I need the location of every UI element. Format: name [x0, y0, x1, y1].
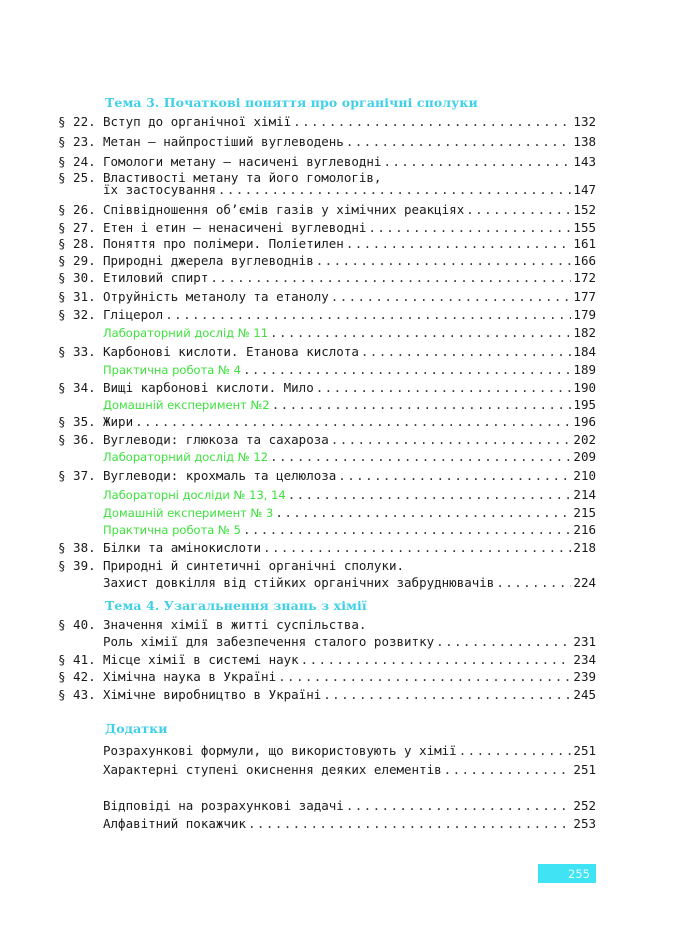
section-number: § 40. [58, 617, 96, 632]
section-number: § 36. [58, 432, 96, 447]
entry-title: Лабораторний дослід № 12 [103, 450, 269, 464]
section-number: § 24. [58, 154, 96, 169]
entry-page: 182 [573, 325, 596, 340]
toc-lab-12[interactable] [58, 447, 596, 467]
entry-title: Отруйність метанолу та етанолу [103, 289, 329, 304]
toc-lab-13-14[interactable] [58, 485, 596, 505]
toc-entry-26[interactable] [58, 200, 596, 220]
entry-page: 132 [573, 114, 596, 129]
toc-entry-22[interactable] [58, 112, 596, 132]
entry-page: 210 [573, 468, 596, 483]
entry-page: 196 [573, 414, 596, 429]
entry-page: 239 [573, 669, 596, 684]
entry-title: Білки та амінокислоти [103, 540, 262, 555]
section-number: § 37. [58, 468, 96, 483]
entry-page: 195 [573, 397, 596, 412]
entry-title: Карбонові кислоти. Етанова кислота [103, 344, 359, 359]
entry-title: Лабораторний дослід № 11 [103, 326, 269, 340]
entry-page: 214 [573, 487, 596, 502]
toc-entry-43[interactable] [58, 685, 596, 705]
entry-page: 253 [573, 816, 596, 831]
page-number-badge [538, 864, 596, 883]
entry-page: 172 [573, 270, 596, 285]
section-number: § 27. [58, 220, 96, 235]
entry-page: 184 [573, 344, 596, 359]
dot-leader [243, 360, 571, 380]
section-number: § 26. [58, 202, 96, 217]
toc-answers[interactable] [103, 796, 596, 816]
entry-title: Домашній експеримент №2 [103, 398, 270, 412]
entry-page: 234 [573, 652, 596, 667]
toc-practical-4[interactable] [58, 360, 596, 380]
dot-leader [361, 342, 572, 362]
entry-title-continued: Захист довкілля від стійких органічних забруднювачів [103, 575, 495, 590]
entry-title: Природні джерела вуглеводнів [103, 253, 314, 268]
toc-entry-38[interactable] [58, 538, 596, 558]
section-number: § 25. [58, 170, 96, 185]
section-number: § 35. [58, 414, 96, 429]
entry-title: Алфавітний покажчик [103, 816, 246, 831]
toc-index[interactable] [103, 814, 596, 834]
entry-page: 215 [573, 505, 596, 520]
section-number: § 39. [58, 558, 96, 573]
entry-page: 216 [573, 522, 596, 537]
dot-leader [270, 323, 571, 343]
toc-lab-11[interactable] [58, 323, 596, 343]
dot-leader [165, 305, 571, 325]
section-number: § 30. [58, 270, 96, 285]
entry-title: Місце хімії в системі наук [103, 652, 299, 667]
entry-title: Гомологи метану — насичені вуглеводні [103, 154, 382, 169]
entry-title: Співвідношення об’ємів газів у хімічних реакціях [103, 202, 465, 217]
dot-leader [288, 485, 572, 505]
toc-appendix-oxidation[interactable] [103, 760, 596, 780]
toc-entry-35[interactable] [58, 412, 596, 432]
dot-leader [278, 667, 571, 687]
dot-leader [263, 538, 571, 558]
entry-title: Властивості метану та його гомологів, [103, 170, 382, 185]
topic-4-heading: Тема 4. Узагальнення знань з хімії [105, 598, 367, 613]
toc-appendix-formulas[interactable] [103, 741, 596, 761]
entry-page: 231 [573, 634, 596, 649]
toc-practical-5[interactable] [58, 520, 596, 540]
dot-leader [323, 685, 571, 705]
dot-leader [243, 520, 571, 540]
entry-title: Жири [103, 414, 134, 429]
dot-leader [270, 447, 571, 467]
section-number: § 23. [58, 134, 96, 149]
dot-leader [346, 132, 572, 152]
entry-page: 190 [573, 380, 596, 395]
entry-page: 218 [573, 540, 596, 555]
section-number: § 33. [58, 344, 96, 359]
toc-entry-32[interactable] [58, 305, 596, 325]
section-number: § 32. [58, 307, 96, 322]
entry-page: 252 [573, 798, 596, 813]
dot-leader [496, 573, 571, 593]
section-number: § 41. [58, 652, 96, 667]
dot-leader [248, 814, 571, 834]
toc-entry-37[interactable] [58, 466, 596, 486]
toc-entry-42[interactable] [58, 667, 596, 687]
page-number: 255 [568, 866, 590, 881]
entry-page: 138 [573, 134, 596, 149]
entry-title: Відповіді на розрахункові задачі [103, 798, 344, 813]
entry-title: Вступ до органічної хімії [103, 114, 292, 129]
entry-title: Практична робота № 5 [103, 523, 241, 537]
dot-leader [331, 287, 572, 307]
entry-page: 143 [573, 154, 596, 169]
entry-page: 245 [573, 687, 596, 702]
dot-leader [218, 180, 572, 200]
dot-leader [293, 112, 571, 132]
section-number: § 31. [58, 289, 96, 304]
entry-title: Етен і етин — ненасичені вуглеводні [103, 220, 367, 235]
entry-title: Поняття про полімери. Поліетилен [103, 236, 344, 251]
appendix-heading: Додатки [105, 721, 168, 736]
toc-entry-31[interactable] [58, 287, 596, 307]
section-number: § 38. [58, 540, 96, 555]
entry-title: Практична робота № 4 [103, 363, 241, 377]
entry-title: Етиловий спирт [103, 270, 209, 285]
entry-page: 152 [573, 202, 596, 217]
entry-page: 161 [573, 236, 596, 251]
toc-entry-33[interactable] [58, 342, 596, 362]
section-number: § 29. [58, 253, 96, 268]
entry-title: Хімічне виробництво в Україні [103, 687, 322, 702]
entry-title: Домашній експеримент № 3 [103, 506, 274, 520]
entry-title: Вуглеводи: глюкоза та сахароза [103, 432, 329, 447]
dot-leader [436, 632, 571, 652]
dot-leader [135, 412, 571, 432]
entry-page: 251 [573, 762, 596, 777]
entry-page: 209 [573, 449, 596, 464]
toc-entry-23[interactable] [58, 132, 596, 152]
entry-page: 155 [573, 220, 596, 235]
dot-leader [466, 200, 571, 220]
entry-title: Вуглеводи: крохмаль та целюлоза [103, 468, 337, 483]
section-number: § 28. [58, 236, 96, 251]
entry-page: 202 [573, 432, 596, 447]
entry-title-continued: їх застосування [103, 182, 216, 197]
entry-page: 189 [573, 362, 596, 377]
entry-title: Гліцерол [103, 307, 164, 322]
entry-title: Хімічна наука в Україні [103, 669, 277, 684]
entry-page: 224 [573, 575, 596, 590]
entry-title: Вищі карбонові кислоти. Мило [103, 380, 314, 395]
dot-leader [444, 760, 572, 780]
entry-title: Метан — найпростіший вуглеводень [103, 134, 344, 149]
section-number: § 22. [58, 114, 96, 129]
entry-title: Характерні ступені окиснення деяких елементів [103, 762, 442, 777]
dot-leader [338, 466, 571, 486]
section-number: § 43. [58, 687, 96, 702]
entry-page: 166 [573, 253, 596, 268]
entry-title: Розрахункові формули, що використовують у хімії [103, 743, 457, 758]
entry-title: Лабораторні досліди № 13, 14 [103, 488, 286, 502]
entry-page: 177 [573, 289, 596, 304]
entry-page: 147 [573, 182, 596, 197]
section-number: § 42. [58, 669, 96, 684]
dot-leader [210, 268, 571, 288]
dot-leader [346, 796, 572, 816]
entry-title: Природні й синтетичні органічні сполуки. [103, 558, 405, 573]
entry-title: Значення хімії в житті суспільства. [103, 617, 367, 632]
entry-page: 251 [573, 743, 596, 758]
dot-leader [459, 741, 572, 761]
entry-page: 179 [573, 307, 596, 322]
toc-entry-30[interactable] [58, 268, 596, 288]
topic-3-heading: Тема 3. Початкові поняття про органічні сполуки [105, 95, 478, 110]
section-number: § 34. [58, 380, 96, 395]
entry-title-continued: Роль хімії для забезпечення сталого розвитку [103, 634, 435, 649]
